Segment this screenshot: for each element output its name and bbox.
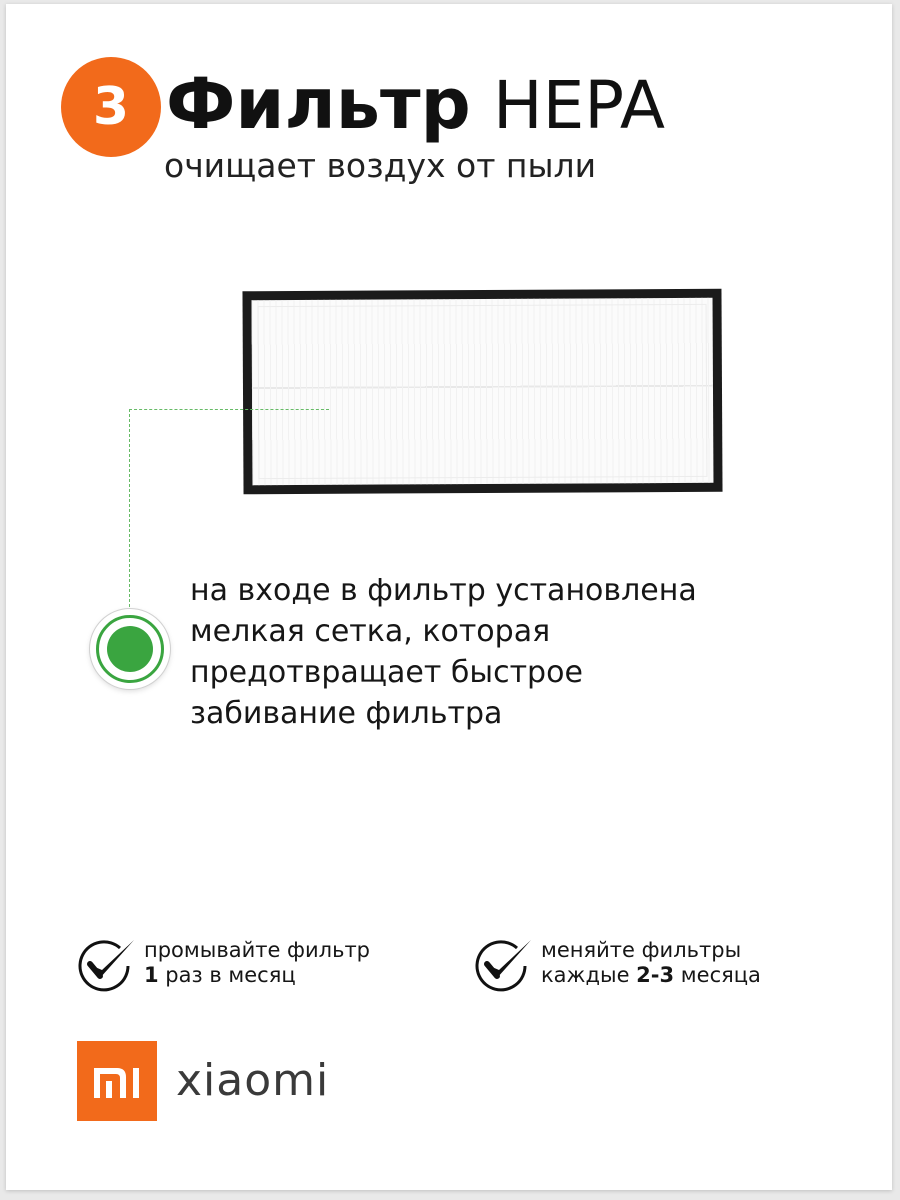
title-main: Фильтр bbox=[166, 63, 471, 145]
marker-dot bbox=[107, 626, 153, 672]
product-card bbox=[6, 4, 892, 1190]
tip-line-2 bbox=[144, 963, 370, 988]
description-line: предотвращает быстрое bbox=[190, 655, 583, 690]
hepa-filter-image bbox=[242, 289, 722, 495]
tip-frequency: 1 bbox=[144, 963, 159, 987]
description-line: на входе в фильтр установлена bbox=[190, 573, 697, 608]
tip-line-2-rest: месяца bbox=[674, 963, 761, 987]
step-number-badge bbox=[61, 57, 161, 157]
tip-text bbox=[541, 938, 761, 988]
brand-name: xiaomi bbox=[176, 1055, 330, 1106]
tip-frequency: 2-3 bbox=[636, 963, 675, 987]
callout-marker-icon bbox=[90, 609, 170, 689]
step-number: 3 bbox=[92, 77, 130, 137]
feature-description bbox=[190, 570, 790, 734]
description-line: забивание фильтра bbox=[190, 696, 503, 731]
filter-mesh bbox=[252, 298, 714, 485]
leader-line-vertical bbox=[129, 409, 130, 607]
description-line: мелкая сетка, которая bbox=[190, 614, 551, 649]
tip-text bbox=[144, 938, 370, 988]
tip-line-2 bbox=[541, 963, 761, 988]
mi-logo-icon bbox=[77, 1041, 157, 1121]
tip-line-1: промывайте фильтр bbox=[144, 938, 371, 962]
page-subtitle: очищает воздух от пыли bbox=[164, 146, 597, 185]
tip-line-1: меняйте фильтры bbox=[541, 938, 742, 962]
page-title bbox=[166, 62, 665, 148]
tip-line-2-rest: раз в месяц bbox=[158, 963, 296, 987]
title-sub: HEPA bbox=[492, 67, 666, 144]
mi-logo bbox=[77, 1041, 157, 1121]
checkmark-icon bbox=[76, 936, 140, 994]
tip-line-2-pre: каждые bbox=[541, 963, 637, 987]
checkmark-icon bbox=[473, 936, 537, 994]
